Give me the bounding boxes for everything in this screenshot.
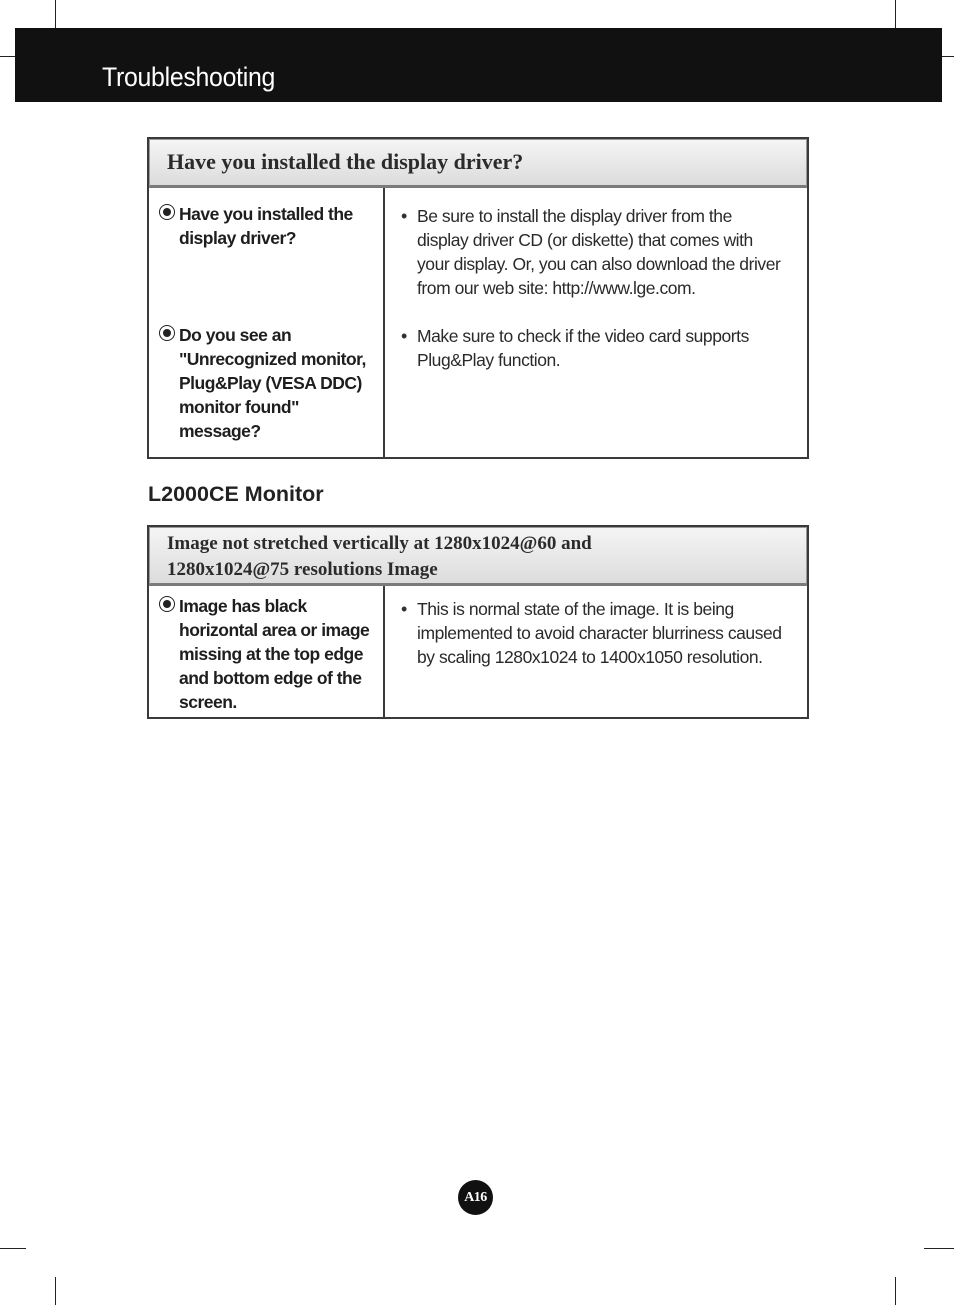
crop-mark [0,56,15,57]
radio-bullet-icon [159,204,175,220]
table-heading [149,527,807,586]
solution-text: Make sure to check if the video card supports Plug&Play function. [417,326,749,370]
symptom-text: Do you see an "Unrecognized monitor, Plug&Play (VESA DDC) monitor found" message? [179,325,366,441]
symptom-column [149,586,385,717]
page-title: Troubleshooting [102,62,276,92]
crop-mark [942,56,954,57]
dot-bullet-icon: • [401,326,408,346]
radio-bullet-icon [159,596,175,612]
solution-column [385,586,807,717]
troubleshooting-table-driver [147,137,809,459]
section-title: L2000CE Monitor [148,482,324,506]
solution-item [401,597,787,669]
page-number-badge: A16 [458,1180,493,1215]
solution-text: Be sure to install the display driver from the display driver CD (or diskette) that comes with your display. Or, you can also download the driver from our web site: http://www.lge.com. [417,206,781,298]
table-heading-line: 1280x1024@75 resolutions Image [167,559,438,580]
crop-mark [924,1248,954,1249]
solution-item [401,204,787,324]
radio-bullet-icon [159,325,175,341]
symptom-text: Have you installed the display driver? [179,204,353,248]
crop-mark [55,1277,56,1305]
table-body [149,586,807,717]
solution-text: This is normal state of the image. It is being implemented to avoid character blurriness caused by scaling 1280x1024 to 1400x1050 resolution. [417,599,782,667]
symptom-item [159,202,377,323]
crop-mark [0,1248,26,1249]
solution-item [401,324,787,372]
crop-mark [55,0,56,28]
table-heading-text: Have you installed the display driver? [167,149,524,174]
symptom-item [159,323,377,443]
table-heading-line: Image not stretched vertically at 1280x1024@60 and [167,533,592,554]
dot-bullet-icon: • [401,206,408,226]
symptom-text: Image has black horizontal area or image missing at the top edge and bottom edge of the screen. [179,596,370,712]
table-heading [149,139,807,188]
crop-mark [895,0,896,28]
table-body [149,188,807,457]
troubleshooting-table-stretch [147,525,809,719]
crop-mark [895,1277,896,1305]
symptom-item [159,594,377,714]
dot-bullet-icon: • [401,599,408,619]
symptom-column [149,188,385,457]
solution-column [385,188,807,457]
